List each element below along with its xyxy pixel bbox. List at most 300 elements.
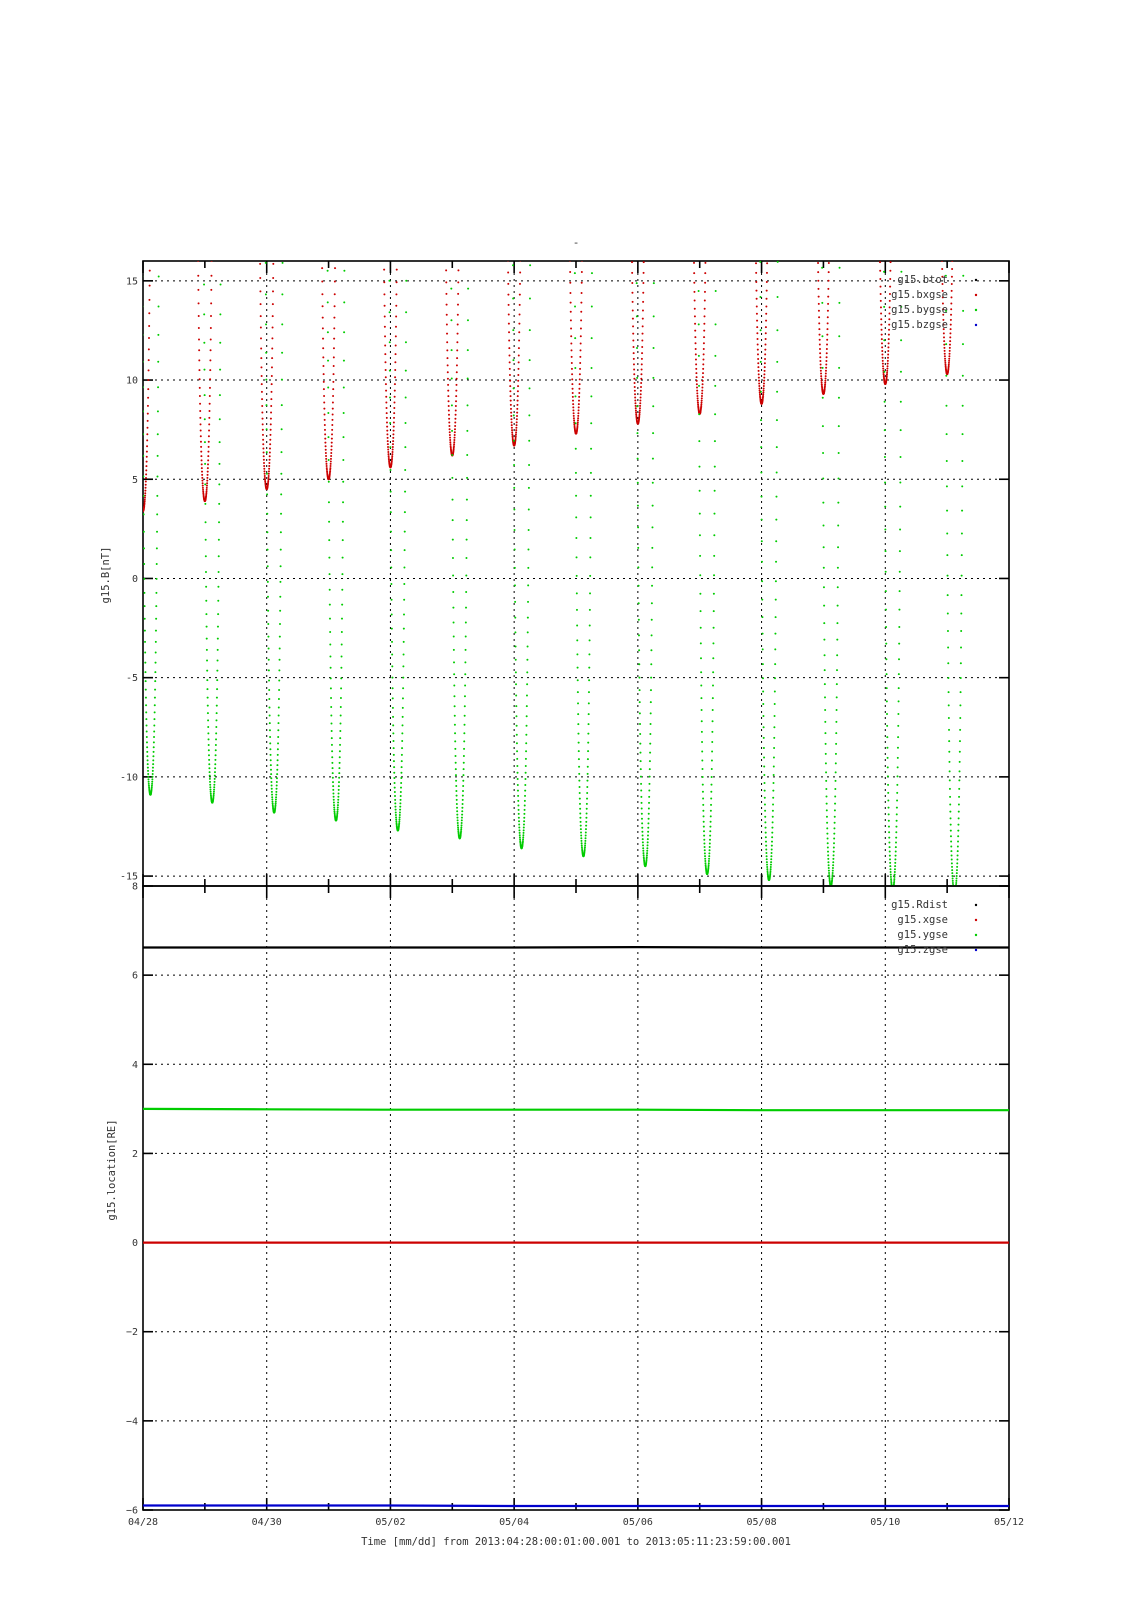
- dip-point: [702, 383, 704, 385]
- dip-point: [773, 774, 775, 776]
- dip-point: [696, 390, 698, 392]
- dip-point: [703, 842, 705, 844]
- dip-point: [947, 613, 949, 615]
- dip-point: [764, 797, 766, 799]
- dip-point: [135, 270, 137, 272]
- dip-point: [205, 586, 207, 588]
- dip-point: [454, 740, 456, 742]
- dip-point: [259, 290, 261, 292]
- dip-point: [898, 658, 900, 660]
- dip-point: [714, 355, 716, 357]
- dip-point: [589, 556, 591, 558]
- dip-point: [321, 280, 323, 282]
- dip-point: [701, 709, 703, 711]
- dip-point: [765, 313, 767, 315]
- dip-point: [818, 303, 820, 305]
- dip-point: [946, 433, 948, 435]
- dip-point: [765, 845, 767, 847]
- dip-point: [203, 342, 205, 344]
- dip-point: [698, 355, 700, 357]
- dip-point: [217, 638, 219, 640]
- dip-point: [898, 700, 900, 702]
- dip-point: [948, 740, 950, 742]
- dip-point: [463, 732, 465, 734]
- dip-point: [455, 384, 457, 386]
- dip-point: [765, 306, 767, 308]
- dip-point: [763, 726, 765, 728]
- dip-point: [898, 609, 900, 611]
- dip-point: [773, 726, 775, 728]
- dip-point: [633, 378, 635, 380]
- dip-point: [324, 442, 326, 444]
- dip-point: [332, 781, 334, 783]
- dip-point: [760, 419, 762, 421]
- dip-point: [640, 783, 642, 785]
- dip-point: [762, 703, 764, 705]
- dip-point: [949, 350, 951, 352]
- dip-point: [325, 458, 327, 460]
- dip-point: [463, 768, 465, 770]
- dip-point: [339, 756, 341, 758]
- dip-point: [155, 630, 157, 632]
- dip-point: [640, 790, 642, 792]
- dip-point: [333, 802, 335, 804]
- dip-point: [454, 437, 456, 439]
- dip-point: [775, 580, 777, 582]
- dip-point: [392, 433, 394, 435]
- dip-point: [156, 495, 158, 497]
- dip-point: [572, 392, 574, 394]
- series-line-g15-ygse: [143, 1109, 1009, 1110]
- dip-point: [140, 501, 142, 503]
- dip-point: [826, 803, 828, 805]
- dip-point: [148, 781, 150, 783]
- dip-point: [151, 787, 153, 789]
- dip-point: [636, 405, 638, 407]
- dip-point: [199, 417, 201, 419]
- dip-point: [777, 296, 779, 298]
- dip-point: [951, 276, 953, 278]
- dip-point: [512, 298, 514, 300]
- dip-point: [341, 589, 343, 591]
- bottom-ytick-label: 2: [131, 1148, 138, 1160]
- dip-point: [466, 519, 468, 521]
- dip-point: [646, 858, 648, 860]
- dip-point: [390, 567, 392, 569]
- dip-point: [635, 410, 637, 412]
- dip-point: [392, 440, 394, 442]
- dip-point: [331, 442, 333, 444]
- dip-point: [146, 439, 148, 441]
- dip-point: [260, 315, 262, 317]
- dip-point: [578, 750, 580, 752]
- dip-point: [517, 390, 519, 392]
- dip-point: [633, 373, 635, 375]
- dip-point: [393, 402, 395, 404]
- dip-point: [259, 263, 261, 265]
- dip-point: [329, 631, 331, 633]
- dip-point: [701, 731, 703, 733]
- dip-point: [210, 275, 212, 277]
- dip-point: [395, 820, 397, 822]
- dip-point: [278, 715, 280, 717]
- dip-point: [205, 600, 207, 602]
- dip-point: [885, 571, 887, 573]
- dip-point: [209, 775, 211, 777]
- dip-point: [216, 705, 218, 707]
- dip-point: [702, 372, 704, 374]
- dip-point: [701, 392, 703, 394]
- dip-point: [578, 400, 580, 402]
- dip-point: [389, 311, 391, 313]
- dip-point: [696, 392, 698, 394]
- dip-point: [888, 813, 890, 815]
- dip-point: [708, 855, 710, 857]
- dip-point: [405, 370, 407, 372]
- dip-point: [271, 794, 273, 796]
- dip-point: [516, 758, 518, 760]
- dip-point: [577, 667, 579, 669]
- dip-point: [515, 705, 517, 707]
- dip-point: [704, 855, 706, 857]
- dip-point: [395, 816, 397, 818]
- dip-point: [961, 460, 963, 462]
- dip-point: [327, 436, 329, 438]
- dip-point: [153, 736, 155, 738]
- dip-point: [577, 415, 579, 417]
- dip-point: [155, 641, 157, 643]
- dip-point: [199, 387, 201, 389]
- dip-point: [763, 765, 765, 767]
- dip-point: [887, 357, 889, 359]
- dip-point: [758, 380, 760, 382]
- dip-point: [388, 455, 390, 457]
- dip-point: [155, 662, 157, 664]
- dip-point: [590, 395, 592, 397]
- dip-point: [575, 537, 577, 539]
- dip-point: [279, 636, 281, 638]
- dip-point: [765, 832, 767, 834]
- dip-point: [640, 386, 642, 388]
- dip-point: [588, 679, 590, 681]
- dip-point: [824, 696, 826, 698]
- dip-point: [466, 539, 468, 541]
- dip-point: [633, 368, 635, 370]
- dip-point: [341, 618, 343, 620]
- dip-point: [887, 365, 889, 367]
- dip-point: [642, 847, 644, 849]
- dip-point: [529, 387, 531, 389]
- dip-point: [154, 711, 156, 713]
- dip-point: [340, 697, 342, 699]
- dip-point: [139, 481, 141, 483]
- dip-point: [698, 323, 700, 325]
- dip-point: [455, 785, 457, 787]
- dip-point: [584, 840, 586, 842]
- dip-point: [755, 262, 757, 264]
- dip-point: [387, 449, 389, 451]
- dip-point: [765, 326, 767, 328]
- top-ytick-label: -5: [125, 673, 138, 685]
- dip-point: [449, 428, 451, 430]
- dip-point: [268, 698, 270, 700]
- dip-point: [218, 463, 220, 465]
- dip-point: [897, 747, 899, 749]
- dip-point: [269, 451, 271, 453]
- dip-point: [962, 275, 964, 277]
- dip-point: [570, 319, 572, 321]
- dip-point: [453, 439, 455, 441]
- dip-point: [392, 732, 394, 734]
- dip-point: [638, 585, 640, 587]
- dip-point: [213, 791, 215, 793]
- dip-point: [590, 422, 592, 424]
- dip-point: [527, 567, 529, 569]
- dip-point: [522, 834, 524, 836]
- dip-point: [332, 772, 334, 774]
- dip-point: [400, 795, 402, 797]
- dip-point: [949, 353, 951, 355]
- dip-point: [269, 448, 271, 450]
- dip-point: [634, 399, 636, 401]
- dip-point: [268, 648, 270, 650]
- dip-point: [460, 828, 462, 830]
- dip-point: [277, 736, 279, 738]
- dip-point: [824, 709, 826, 711]
- dip-point: [327, 360, 329, 362]
- dip-point: [209, 395, 211, 397]
- dip-point: [588, 723, 590, 725]
- dip-point: [217, 613, 219, 615]
- dip-point: [278, 689, 280, 691]
- dip-point: [527, 645, 529, 647]
- dip-point: [343, 270, 345, 272]
- dip-point: [832, 861, 834, 863]
- dip-point: [337, 804, 339, 806]
- dip-point: [456, 799, 458, 801]
- dip-point: [576, 609, 578, 611]
- dip-point: [208, 441, 210, 443]
- dip-point: [709, 842, 711, 844]
- dip-point: [700, 642, 702, 644]
- dip-point: [646, 856, 648, 858]
- dip-point: [834, 809, 836, 811]
- dip-point: [577, 419, 579, 421]
- dip-point: [820, 363, 822, 365]
- dip-point: [146, 451, 148, 453]
- dip-point: [524, 784, 526, 786]
- dip-point: [206, 649, 208, 651]
- dip-point: [267, 581, 269, 583]
- dip-point: [523, 827, 525, 829]
- dip-point: [650, 701, 652, 703]
- dip-point: [885, 590, 887, 592]
- dip-point: [574, 305, 576, 307]
- dip-point: [271, 791, 273, 793]
- dip-point: [765, 836, 767, 838]
- dip-point: [156, 475, 158, 477]
- dip-point: [210, 327, 212, 329]
- dip-point: [632, 340, 634, 342]
- dip-point: [404, 531, 406, 533]
- dip-point: [508, 339, 510, 341]
- dip-point: [264, 473, 266, 475]
- dip-point: [758, 377, 760, 379]
- dip-point: [648, 790, 650, 792]
- dip-point: [709, 846, 711, 848]
- dip-point: [268, 470, 270, 472]
- dip-point: [957, 830, 959, 832]
- dip-point: [275, 791, 277, 793]
- dip-point: [833, 833, 835, 835]
- dip-point: [825, 360, 827, 362]
- dip-point: [206, 491, 208, 493]
- dip-point: [642, 841, 644, 843]
- dip-point: [144, 641, 146, 643]
- dip-point: [820, 375, 822, 377]
- dip-point: [828, 874, 830, 876]
- dip-point: [649, 743, 651, 745]
- dip-point: [819, 344, 821, 346]
- dip-point: [960, 647, 962, 649]
- dip-point: [517, 400, 519, 402]
- dip-point: [280, 565, 282, 567]
- dip-point: [635, 407, 637, 409]
- dip-point: [213, 794, 215, 796]
- dip-point: [882, 363, 884, 365]
- dip-point: [944, 358, 946, 360]
- dip-point: [200, 423, 202, 425]
- dip-point: [453, 443, 455, 445]
- dip-point: [951, 866, 953, 868]
- dip-point: [219, 369, 221, 371]
- dip-point: [641, 346, 643, 348]
- dip-point: [518, 817, 520, 819]
- dip-point: [272, 263, 274, 265]
- dip-point: [943, 332, 945, 334]
- dip-point: [136, 299, 138, 301]
- dip-point: [888, 820, 890, 822]
- dip-point: [886, 374, 888, 376]
- dip-point: [770, 855, 772, 857]
- dip-point: [518, 339, 520, 341]
- dip-point: [899, 506, 901, 508]
- dip-point: [588, 653, 590, 655]
- bottom-ytick-label: 8: [131, 881, 138, 893]
- dip-point: [837, 525, 839, 527]
- dip-point: [587, 742, 589, 744]
- dip-point: [760, 472, 762, 474]
- dip-point: [639, 712, 641, 714]
- dip-point: [959, 704, 961, 706]
- dip-point: [959, 717, 961, 719]
- dip-point: [580, 311, 582, 313]
- dip-point: [324, 429, 326, 431]
- dip-point: [201, 480, 203, 482]
- dip-point: [833, 851, 835, 853]
- dip-point: [201, 477, 203, 479]
- dip-point: [958, 803, 960, 805]
- dip-point: [508, 331, 510, 333]
- dip-point: [337, 799, 339, 801]
- dip-point: [270, 405, 272, 407]
- dip-point: [136, 359, 138, 361]
- dip-point: [269, 459, 271, 461]
- dip-point: [204, 503, 206, 505]
- dip-point: [216, 688, 218, 690]
- dip-point: [826, 833, 828, 835]
- dip-point: [332, 388, 334, 390]
- dip-point: [570, 335, 572, 337]
- dip-point: [961, 532, 963, 534]
- dip-point: [148, 325, 150, 327]
- dip-point: [519, 294, 521, 296]
- dip-point: [579, 817, 581, 819]
- dip-point: [642, 852, 644, 854]
- dip-point: [466, 430, 468, 432]
- dip-point: [710, 804, 712, 806]
- bottom-legend-marker: [975, 904, 977, 906]
- dip-point: [515, 715, 517, 717]
- dip-point: [340, 706, 342, 708]
- dip-point: [446, 314, 448, 316]
- dip-point: [704, 272, 706, 274]
- dip-point: [880, 312, 882, 314]
- dip-point: [589, 609, 591, 611]
- dip-point: [393, 777, 395, 779]
- dip-point: [219, 342, 221, 344]
- dip-point: [757, 343, 759, 345]
- dip-point: [895, 846, 897, 848]
- dip-point: [218, 555, 220, 557]
- x-tick-label: 04/28: [127, 1517, 159, 1528]
- dip-point: [579, 792, 581, 794]
- dip-point: [516, 424, 518, 426]
- dip-point: [144, 492, 146, 494]
- dip-point: [516, 418, 518, 420]
- dip-point: [395, 811, 397, 813]
- dip-point: [525, 734, 527, 736]
- dip-point: [145, 484, 147, 486]
- dip-point: [209, 778, 211, 780]
- dip-point: [402, 724, 404, 726]
- dip-point: [272, 290, 274, 292]
- dip-point: [826, 344, 828, 346]
- dip-point: [201, 459, 203, 461]
- dip-point: [714, 440, 716, 442]
- dip-point: [572, 388, 574, 390]
- dip-point: [951, 862, 953, 864]
- dip-point: [153, 718, 155, 720]
- dip-point: [333, 799, 335, 801]
- dip-point: [267, 636, 269, 638]
- bottom-ytick-label: 6: [131, 970, 138, 982]
- dip-point: [465, 649, 467, 651]
- bottom-legend-label: g15.ygse: [897, 929, 948, 941]
- dip-point: [834, 822, 836, 824]
- dip-point: [391, 653, 393, 655]
- dip-point: [452, 591, 454, 593]
- dip-point: [958, 796, 960, 798]
- dip-point: [825, 780, 827, 782]
- dip-point: [632, 309, 634, 311]
- dip-point: [267, 596, 269, 598]
- dip-point: [138, 439, 140, 441]
- dip-point: [711, 731, 713, 733]
- dip-point: [322, 305, 324, 307]
- dip-point: [824, 382, 826, 384]
- dip-point: [341, 655, 343, 657]
